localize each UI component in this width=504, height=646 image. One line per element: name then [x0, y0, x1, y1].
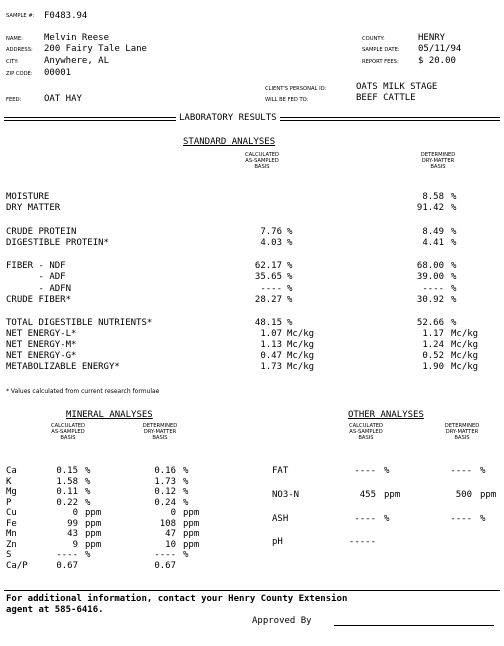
std-row-dry-matter-unit: % — [451, 227, 457, 237]
other-analyses-title: OTHER ANALYSES — [348, 410, 424, 420]
other-row-dry-matter-unit: ppm — [480, 490, 497, 500]
mineral-row-dry-matter-value: 0.67 — [154, 560, 176, 571]
min-col2-header: DETERMINED DRY-MATTER BASIS — [142, 423, 178, 441]
mineral-row-element: Zn — [6, 539, 17, 550]
std-row-as-sampled-unit: % — [287, 284, 293, 294]
std-row-as-sampled-unit: Mc/kg — [287, 340, 315, 350]
client-address: 200 Fairy Tale Lane — [44, 44, 147, 54]
std-row-dry-matter-value: 30.92 — [416, 295, 444, 305]
std-row-as-sampled-value: 1.73 — [260, 362, 282, 372]
std-row-dry-matter-value: 8.58 — [422, 192, 444, 202]
std-row-label: NET ENERGY-M* — [6, 340, 77, 350]
mineral-row-dry-matter-value: ---- — [154, 550, 176, 560]
approved-by-signature-line — [334, 625, 494, 626]
std-row-dry-matter-unit: % — [451, 284, 457, 294]
mineral-row-dry-matter-unit: % — [183, 550, 189, 560]
client-zip: 00001 — [44, 68, 72, 78]
mineral-row-element: Mg — [6, 487, 17, 497]
footer-contact-line1: For additional information, contact your Henry County Extension — [6, 594, 348, 604]
std-row-label: FIBER - NDF — [6, 261, 66, 271]
std-row-dry-matter-value: 1.24 — [422, 340, 444, 350]
mineral-row-dry-matter-value: 1.73 — [154, 476, 176, 487]
std-row-as-sampled-unit: % — [287, 261, 293, 271]
std-row-as-sampled-unit: Mc/kg — [287, 329, 315, 339]
std-row-as-sampled-value: 35.65 — [254, 272, 282, 282]
std-row-as-sampled-value: 7.76 — [260, 227, 282, 237]
address-label: ADDRESS: — [6, 47, 33, 53]
sample-number-label: SAMPLE #: — [6, 13, 35, 19]
client-name: Melvin Reese — [44, 33, 110, 43]
footer-contact-line2: agent at 585-6416. — [6, 605, 104, 615]
std-row-label: MOISTURE — [6, 192, 50, 202]
std-row-as-sampled-unit: Mc/kg — [287, 362, 315, 372]
name-label: NAME: — [6, 36, 23, 42]
approved-by-label: Approved By — [252, 616, 312, 626]
mineral-row-element: S — [6, 550, 12, 560]
oth-col1-header: CALCULATED AS-SAMPLED BASIS — [348, 423, 384, 441]
other-row-as-sampled-unit: % — [384, 466, 390, 476]
std-row-as-sampled-unit: % — [287, 318, 293, 328]
std-row-as-sampled-value: 1.07 — [260, 329, 282, 339]
std-row-dry-matter-value: 68.00 — [416, 261, 444, 271]
oth-col2-header: DETERMINED DRY-MATTER BASIS — [444, 423, 480, 441]
std-row-as-sampled-value: 4.03 — [260, 238, 282, 248]
std-row-as-sampled-unit: Mc/kg — [287, 351, 315, 361]
lab-results-title: LABORATORY RESULTS — [176, 113, 280, 123]
client-city: Anywhere, AL — [44, 56, 110, 66]
std-row-label: - ADFN — [6, 284, 72, 294]
fed-to-label: WILL BE FED TO: — [265, 97, 309, 103]
mineral-row-as-sampled-unit: ppm — [85, 539, 102, 550]
report-fees: $ 20.00 — [418, 56, 456, 66]
mineral-row-dry-matter-value: 0.16 — [154, 466, 176, 476]
mineral-row-as-sampled-unit: ppm — [85, 518, 102, 529]
sample-date-label: SAMPLE DATE: — [362, 47, 400, 53]
mineral-row-as-sampled-unit: % — [85, 550, 91, 560]
other-row-dry-matter-value: 500 — [455, 490, 472, 500]
mineral-row-dry-matter-unit: % — [183, 466, 189, 476]
mineral-row-dry-matter-unit: % — [183, 487, 189, 497]
std-row-as-sampled-value: 62.17 — [254, 261, 282, 271]
mineral-row-element: P — [6, 497, 12, 508]
mineral-row-as-sampled-unit: % — [85, 497, 91, 508]
other-row-as-sampled-value: ----- — [348, 537, 376, 547]
std-row-as-sampled-unit: % — [287, 295, 293, 305]
std-row-dry-matter-unit: Mc/kg — [451, 351, 479, 361]
report-fees-label: REPORT FEES: — [362, 59, 399, 65]
std-row-as-sampled-value: 1.13 — [260, 340, 282, 350]
mineral-row-dry-matter-value: 0.24 — [154, 497, 176, 508]
other-row-dry-matter-unit: % — [480, 514, 486, 524]
mineral-row-dry-matter-value: 0.12 — [154, 487, 176, 497]
mineral-row-dry-matter-unit: ppm — [183, 508, 200, 518]
std-row-dry-matter-value: ---- — [422, 284, 444, 294]
mineral-row-dry-matter-unit: % — [183, 497, 189, 508]
other-row-label: pH — [272, 537, 283, 547]
std-row-as-sampled-value: 0.47 — [260, 351, 282, 361]
std-row-dry-matter-value: 8.49 — [422, 227, 444, 237]
std-row-label: - ADF — [6, 272, 66, 282]
feed-label: FEED: — [6, 97, 22, 103]
county-label: COUNTY: — [362, 36, 385, 42]
other-row-label: NO3-N — [272, 490, 300, 500]
mineral-row-as-sampled-value: 0.67 — [56, 560, 78, 571]
std-row-as-sampled-unit: % — [287, 272, 293, 282]
zip-label: ZIP CODE: — [6, 71, 33, 77]
other-row-label: FAT — [272, 466, 289, 476]
std-row-dry-matter-value: 0.52 — [422, 351, 444, 361]
std-row-label: NET ENERGY-G* — [6, 351, 77, 361]
feed: OAT HAY — [44, 94, 82, 104]
other-row-label: ASH — [272, 514, 289, 524]
std-row-label: DIGESTIBLE PROTEIN* — [6, 238, 109, 248]
footnote: * Values calculated from current research formulae — [6, 388, 160, 395]
mineral-row-dry-matter-value: 108 — [159, 518, 176, 529]
std-row-dry-matter-unit: Mc/kg — [451, 340, 479, 350]
std-row-dry-matter-value: 1.90 — [422, 362, 444, 372]
mineral-row-as-sampled-value: 0.22 — [56, 497, 78, 508]
mineral-row-as-sampled-unit: ppm — [85, 508, 102, 518]
sample-date: 05/11/94 — [418, 44, 462, 54]
mineral-row-as-sampled-value: 43 — [67, 529, 78, 539]
std-row-dry-matter-value: 39.00 — [416, 272, 444, 282]
mineral-row-dry-matter-unit: ppm — [183, 539, 200, 550]
mineral-row-as-sampled-value: 0.15 — [56, 466, 78, 476]
std-col1-header: CALCULATED AS-SAMPLED BASIS — [244, 152, 280, 170]
other-row-dry-matter-unit: % — [480, 466, 486, 476]
sample-number: F0483.94 — [44, 11, 88, 21]
std-row-dry-matter-value: 52.66 — [416, 318, 444, 328]
mineral-row-dry-matter-value: 10 — [165, 539, 176, 550]
other-row-as-sampled-unit: % — [384, 514, 390, 524]
mineral-row-as-sampled-value: ---- — [56, 550, 78, 560]
std-row-as-sampled-value: 48.15 — [254, 318, 282, 328]
footer-divider — [4, 590, 500, 591]
mineral-row-dry-matter-unit: ppm — [183, 529, 200, 539]
mineral-row-element: Ca — [6, 466, 17, 476]
std-row-as-sampled-value: 28.27 — [254, 295, 282, 305]
mineral-row-dry-matter-value: 47 — [165, 529, 176, 539]
mineral-row-element: Cu — [6, 508, 17, 518]
std-row-dry-matter-unit: Mc/kg — [451, 329, 479, 339]
mineral-row-as-sampled-value: 1.58 — [56, 476, 78, 487]
mineral-row-element: K — [6, 476, 12, 487]
county: HENRY — [418, 33, 446, 43]
std-row-dry-matter-unit: % — [451, 238, 457, 248]
std-row-dry-matter-value: 4.41 — [422, 238, 444, 248]
mineral-row-as-sampled-unit: ppm — [85, 529, 102, 539]
std-row-dry-matter-unit: % — [451, 295, 457, 305]
mineral-row-dry-matter-unit: ppm — [183, 518, 200, 529]
standard-analyses-title: STANDARD ANALYSES — [183, 137, 276, 147]
mineral-row-as-sampled-unit: % — [85, 466, 91, 476]
min-col1-header: CALCULATED AS-SAMPLED BASIS — [50, 423, 86, 441]
std-row-dry-matter-value: 1.17 — [422, 329, 444, 339]
std-row-label: DRY MATTER — [6, 203, 61, 213]
std-row-label: CRUDE FIBER* — [6, 295, 72, 305]
client-id: OATS MILK STAGE — [356, 82, 438, 92]
mineral-analyses-title: MINERAL ANALYSES — [66, 410, 153, 420]
mineral-row-element: Mn — [6, 529, 17, 539]
city-label: CITY: — [6, 59, 19, 65]
other-row-as-sampled-value: ---- — [354, 466, 376, 476]
other-row-as-sampled-value: 455 — [359, 490, 376, 500]
std-row-dry-matter-unit: % — [451, 203, 457, 213]
std-row-as-sampled-unit: % — [287, 227, 293, 237]
mineral-row-as-sampled-value: 99 — [67, 518, 78, 529]
mineral-row-dry-matter-value: 0 — [170, 508, 176, 518]
std-row-label: TOTAL DIGESTIBLE NUTRIENTS* — [6, 318, 153, 328]
std-row-dry-matter-unit: % — [451, 261, 457, 271]
other-row-as-sampled-unit: ppm — [384, 490, 401, 500]
client-id-label: CLIENT'S PERSONAL ID: — [265, 86, 327, 92]
fed-to: BEEF CATTLE — [356, 93, 416, 103]
std-row-dry-matter-unit: % — [451, 318, 457, 328]
other-row-dry-matter-value: ---- — [450, 466, 472, 476]
std-row-label: NET ENERGY-L* — [6, 329, 77, 339]
mineral-row-as-sampled-unit: % — [85, 476, 91, 487]
mineral-row-as-sampled-unit: % — [85, 487, 91, 497]
mineral-row-as-sampled-value: 0 — [72, 508, 78, 518]
other-row-as-sampled-value: ---- — [354, 514, 376, 524]
mineral-row-element: Ca/P — [6, 560, 28, 571]
std-row-as-sampled-unit: % — [287, 238, 293, 248]
mineral-row-dry-matter-unit: % — [183, 476, 189, 487]
mineral-row-as-sampled-value: 9 — [72, 539, 78, 550]
std-row-dry-matter-unit: % — [451, 272, 457, 282]
mineral-row-as-sampled-value: 0.11 — [56, 487, 78, 497]
std-col2-header: DETERMINED DRY-MATTER BASIS — [420, 152, 456, 170]
std-row-dry-matter-unit: Mc/kg — [451, 362, 479, 372]
std-row-dry-matter-value: 91.42 — [416, 203, 444, 213]
std-row-label: CRUDE PROTEIN — [6, 227, 77, 237]
std-row-dry-matter-unit: % — [451, 192, 457, 202]
mineral-row-element: Fe — [6, 518, 17, 529]
other-row-dry-matter-value: ---- — [450, 514, 472, 524]
std-row-as-sampled-value: ---- — [260, 284, 282, 294]
std-row-label: METABOLIZABLE ENERGY* — [6, 362, 120, 372]
